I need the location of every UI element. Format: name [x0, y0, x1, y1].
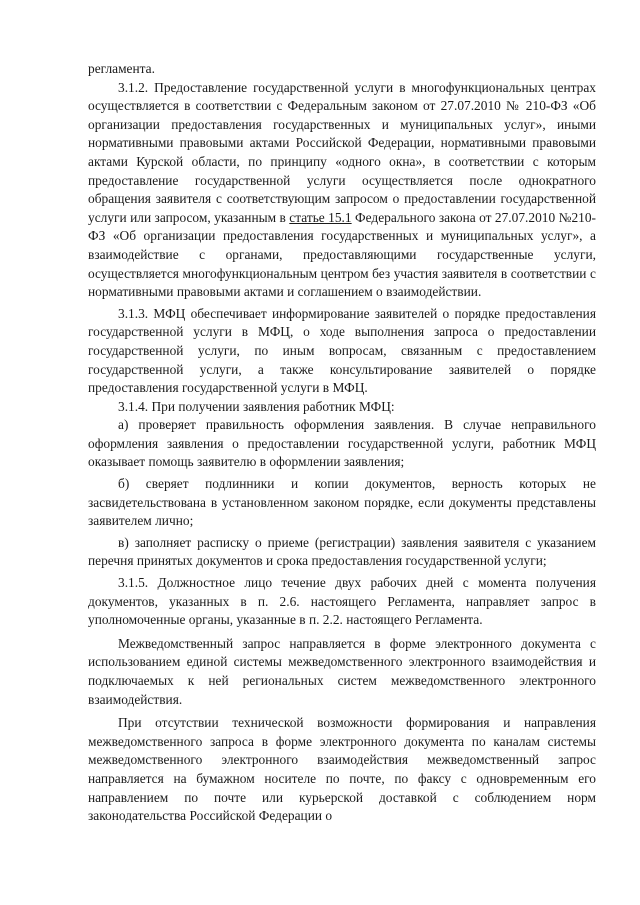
- document-page: [88, 60, 596, 826]
- paragraph-3-1-2-text-b: Федерального закона от 27.07.2010 №210-ФЗ «Об организации предоставления государственных и муниципальных услуг», а взаимодействие с органами, предоставляющими государственные услуги, осуществляется многофункциональным центром без участия заявителя в соответствии с нормативными правовыми актами и соглашением о взаимодействии.: [88, 209, 596, 300]
- paragraph-3-1-4: 3.1.4. При получении заявления работник МФЦ:: [118, 398, 395, 414]
- list-item-v: в) заполняет расписку о приеме (регистрации) заявления заявителя с указанием перечня принятых документов и срока предоставления государственной услуги;: [88, 534, 596, 569]
- list-item-b: б) сверяет подлинники и копии документов, верность которых не засвидетельствована в установленном законом порядке, если документы представлены заявителем лично;: [88, 476, 596, 529]
- paragraph-interagency-request: Межведомственный запрос направляется в форме электронного документа с использованием единой системы межведомственного электронного взаимодействия и подключаемых к ней региональных систем межведомственного электронного взаимодействия.: [88, 635, 596, 707]
- paragraph-3-1-3: 3.1.3. МФЦ обеспечивает информирование заявителей о порядке предоставления государственной услуги в МФЦ, о ходе выполнения запроса о предоставлении государственной услуги, по иным вопросам, связанным с предоставлением государственной услуги, а также консультирование заявителей о порядке предоставления государственной услуги в МФЦ.: [88, 305, 596, 396]
- article-15-1-link[interactable]: статье 15.1: [289, 209, 352, 225]
- list-item-a: а) проверяет правильность оформления заявления. В случае неправильного оформления заявления о предоставлении государственной услуги, работник МФЦ оказывает помощь заявителю в оформлении заявления;: [88, 417, 596, 470]
- paragraph-3-1-5: 3.1.5. Должностное лицо течение двух рабочих дней с момента получения документов, указанных в п. 2.6. настоящего Регламента, направляет запрос в уполномоченные органы, указанные в п. 2.2. настоящего Регламента.: [88, 575, 596, 628]
- paragraph-3-1-2-text-a: 3.1.2. Предоставление государственной услуги в многофункциональных центрах осуществляется в соответствии с Федеральным законом от 27.07.2010 № 210-ФЗ «Об организации предоставления государственных и муниципальных услуг», иными нормативными правовыми актами Российской Федерации, нормативными правовыми актами Курской области, по принципу «одного окна», в соответствии с которым предоставление государственной услуги осуществляется после однократного обращения заявителя с соответствующим запросом о предоставлении государственной услуги или запросом, указанным в: [88, 79, 596, 225]
- paragraph-paper-request: При отсутствии технической возможности формирования и направления межведомственного запроса в форме электронного документа по каналам системы межведомственного электронного взаимодействия межведомственный запрос направляется на бумажном носителе по почте, по факсу с одновременным его направлением по почте или курьерской доставкой с соблюдением норм законодательства Российской Федерации о: [88, 715, 596, 824]
- paragraph-3-1-2: [88, 79, 596, 302]
- paragraph-continuation: регламента.: [88, 61, 155, 76]
